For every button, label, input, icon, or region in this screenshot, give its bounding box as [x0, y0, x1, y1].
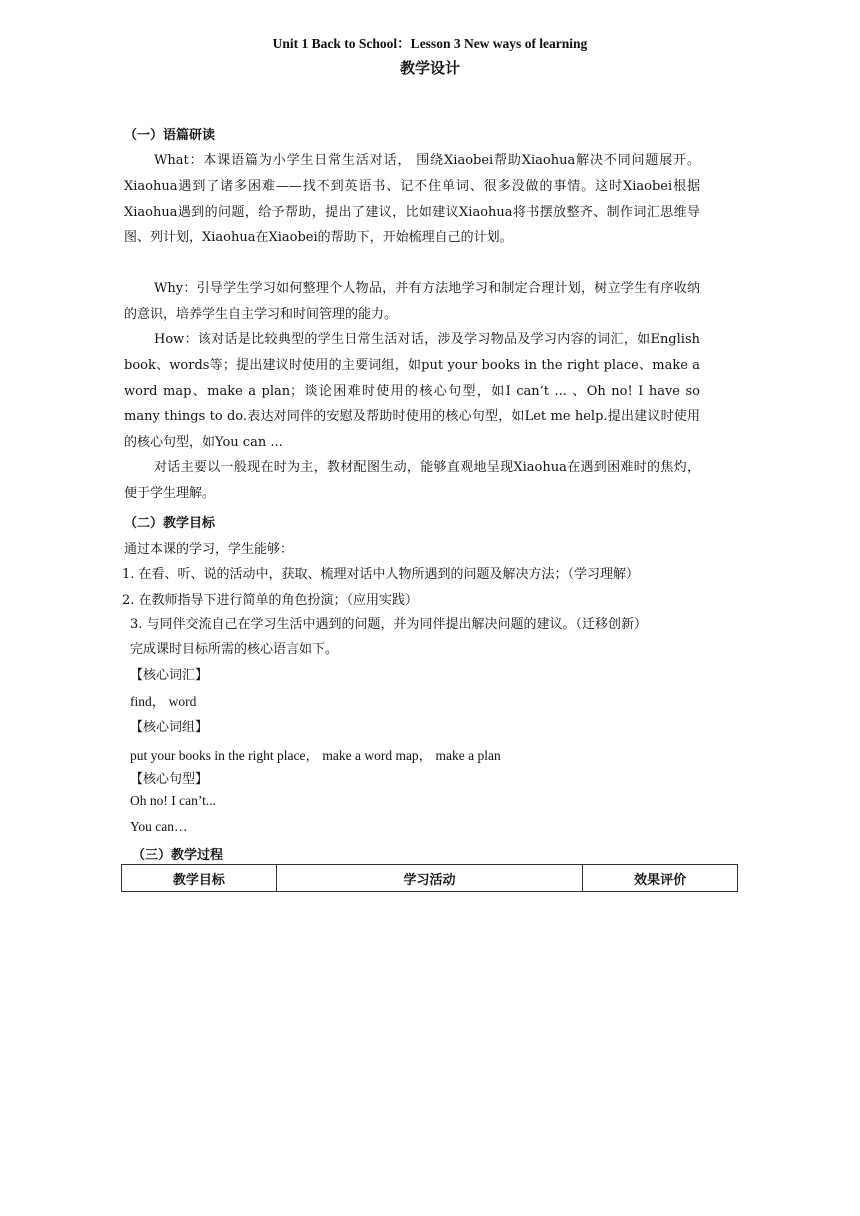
goal-item-1: 1. 在看、听、说的活动中，获取、梳理对话中人物所遇到的问题及解决方法；（学习理解）: [122, 567, 640, 582]
core-sentence-2: You can…: [130, 819, 188, 834]
paragraph-why: Why：引导学生学习如何整理个人物品，并有方法地学习和制定合理计划，树立学生有序收纳的意识，培养学生自主学习和时间管理的能力。: [124, 281, 700, 322]
core-phrases: put your books in the right place， make a word map， make a plan: [130, 748, 501, 763]
paragraph-how: How：该对话是比较典型的学生日常生活对话，涉及学习物品及学习内容的词汇，如English book、words等；提出建议时使用的主要词组，如put your books in the right place、make a word map、make a plan；谈论困难时使用的核心句型，如I can’t ... 、Oh no! I have so many things to do.表达对同伴的安慰及帮助时使用的核心句型，如Let me help.提出建议时使用的核心句型，如You can ...: [124, 332, 700, 451]
goals-intro: 通过本课的学习，学生能够：: [124, 542, 294, 557]
section-heading-teaching-process: （三）教学过程: [132, 848, 224, 863]
paragraph-what: What：本课语篇为小学生日常生活对话， 围绕Xiaobei帮助Xiaohua解决不同问题展开。 Xiaohua遇到了诸多困难——找不到英语书、记不住单词、很多没做的事情。这时Xiaobei根据Xiaohua遇到的问题，给予帮助，提出了建议，比如建议Xiaohua将书摆放整齐、制作词汇思维导图、列计划，Xiaohua在Xiaobei的帮助下，开始梳理自己的计划。: [124, 153, 700, 246]
core-sentence-label: 【核心句型】: [130, 772, 209, 787]
core-vocab-label: 【核心词汇】: [130, 668, 209, 683]
core-phrase-label: 【核心词组】: [130, 720, 209, 735]
section-heading-teaching-goals: （二）教学目标: [124, 516, 216, 531]
table-header-row: [122, 865, 738, 892]
teaching-process-table: [121, 864, 738, 892]
section-heading-text-analysis: （一）语篇研读: [124, 128, 216, 143]
column-header-goal: 教学目标: [122, 865, 277, 892]
column-header-activity: 学习活动: [276, 865, 582, 892]
paragraph-summary: 对话主要以一般现在时为主，教材配图生动，能够直观地呈现Xiaohua在遇到困难时的焦灼，便于学生理解。: [124, 460, 700, 501]
core-vocab: find， word: [130, 694, 197, 709]
document-subtitle: 教学设计: [399, 59, 460, 77]
document-title: Unit 1 Back to School：Lesson 3 New ways of learning: [272, 36, 588, 51]
core-sentence-1: Oh no! I can’t...: [130, 793, 216, 808]
goal-item-2: 2. 在教师指导下进行简单的角色扮演；（应用实践）: [122, 593, 419, 608]
column-header-evaluation: 效果评价: [583, 865, 738, 892]
goal-item-3: 3. 与同伴交流自己在学习生活中遇到的问题，并为同伴提出解决问题的建议。（迁移创新）: [130, 617, 648, 632]
core-language-intro: 完成课时目标所需的核心语言如下。: [130, 642, 339, 657]
